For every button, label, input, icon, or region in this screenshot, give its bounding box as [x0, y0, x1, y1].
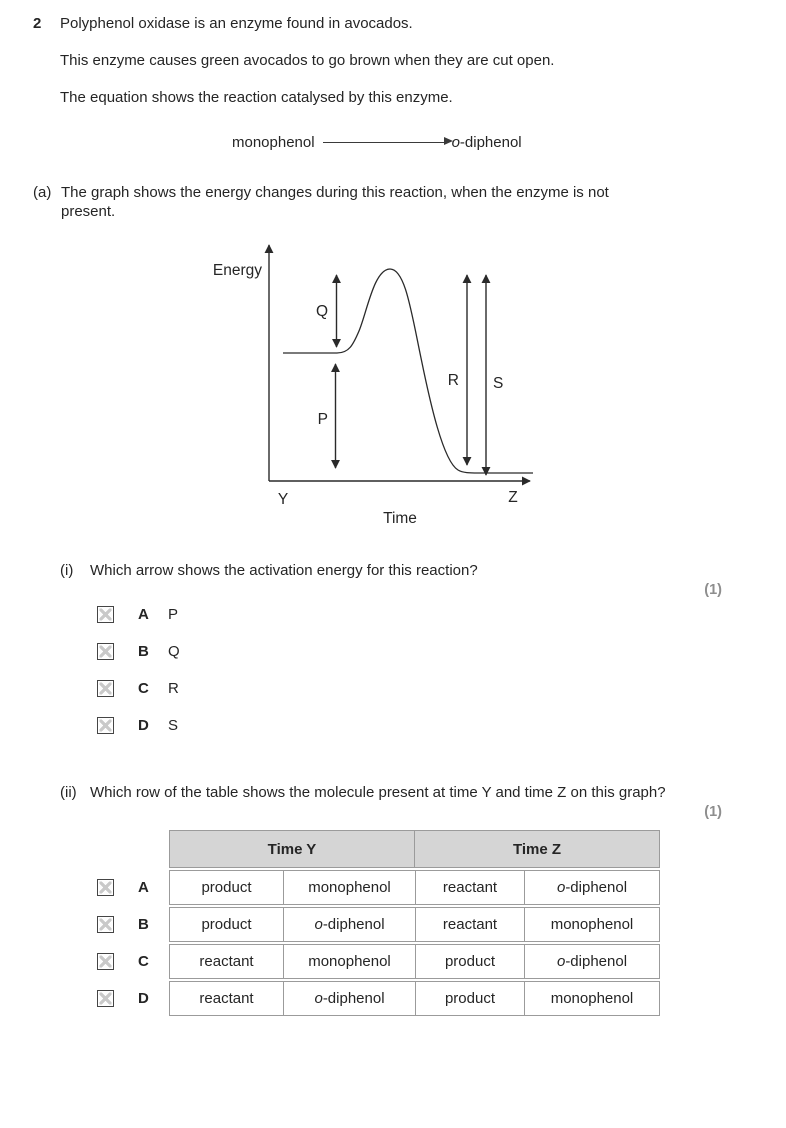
table-cell: product	[201, 879, 252, 896]
stem-line-2: This enzyme causes green avocados to go brown when they are cut open.	[60, 52, 555, 69]
table-cell: o -diphenol	[524, 945, 659, 978]
equation-reactant: monophenol	[232, 134, 315, 151]
row-letter: C	[138, 953, 149, 970]
table-header-row	[169, 830, 660, 868]
part-a-text: The graph shows the energy changes during this reaction, when the enzyme is not present.	[61, 184, 609, 220]
answer-checkbox-a[interactable]	[97, 606, 114, 623]
reaction-arrow-icon	[323, 142, 444, 143]
table-cell: reactant	[415, 871, 524, 904]
part-ii-question-row	[60, 783, 753, 802]
row-letter: D	[138, 990, 149, 1007]
answer-checkbox-row-c[interactable]	[97, 953, 114, 970]
table-cell: o -diphenol	[283, 908, 415, 941]
answer-checkbox-c[interactable]	[97, 680, 114, 697]
table-cell: monophenol	[524, 908, 659, 941]
part-ii-marks: (1)	[704, 804, 722, 820]
part-i-options	[97, 604, 753, 735]
question-stem-row	[33, 14, 753, 33]
arrow-q-label: Q	[315, 303, 328, 320]
time-z-label: Z	[508, 489, 518, 506]
part-ii-question: Which row of the table shows the molecule present at time Y and time Z on this graph?	[90, 784, 666, 801]
part-i-marks: (1)	[704, 582, 722, 598]
answer-checkbox-row-b[interactable]	[97, 916, 114, 933]
energy-axis-label: Energy	[212, 262, 262, 279]
table-row	[97, 870, 697, 905]
stem-line-1: Polyphenol oxidase is an enzyme found in avocados.	[60, 15, 413, 32]
part-ii-answer-table	[97, 830, 697, 1016]
option-value: R	[168, 679, 179, 697]
table-cell: product	[201, 916, 252, 933]
question-number: 2	[33, 15, 42, 32]
part-i-question-row	[60, 561, 753, 580]
table-cell: reactant	[199, 990, 254, 1007]
equation-product: o-diphenol	[451, 134, 522, 151]
arrow-r-label: R	[447, 372, 459, 389]
answer-checkbox-b[interactable]	[97, 643, 114, 660]
option-a	[97, 604, 753, 624]
part-a-label: (a)	[33, 184, 52, 201]
option-c	[97, 678, 753, 698]
option-letter: A	[138, 605, 149, 623]
table-row	[97, 907, 697, 942]
table-cell: monophenol	[524, 982, 659, 1015]
stem-line-3: The equation shows the reaction catalysed by this enzyme.	[60, 89, 453, 106]
option-letter: D	[138, 716, 149, 734]
option-letter: C	[138, 679, 149, 697]
option-b	[97, 641, 753, 661]
energy-time-graph	[200, 236, 560, 531]
time-y-label: Y	[277, 491, 289, 508]
arrow-p-label: P	[317, 411, 328, 428]
part-i-label: (i)	[60, 562, 74, 579]
option-letter: B	[138, 642, 149, 660]
part-ii-label: (ii)	[60, 784, 77, 801]
table-cell: o -diphenol	[524, 871, 659, 904]
table-header-time-y: Time Y	[169, 830, 415, 868]
answer-checkbox-row-d[interactable]	[97, 990, 114, 1007]
table-row	[97, 981, 697, 1016]
table-cell: product	[415, 982, 524, 1015]
table-cell: reactant	[415, 908, 524, 941]
arrow-s-label: S	[493, 375, 504, 392]
reaction-equation	[232, 133, 753, 152]
table-cell: monophenol	[283, 945, 415, 978]
table-cell: o -diphenol	[283, 982, 415, 1015]
option-value: S	[168, 716, 179, 734]
answer-checkbox-row-a[interactable]	[97, 879, 114, 896]
part-i-question: Which arrow shows the activation energy for this reaction?	[90, 562, 478, 579]
table-cell: product	[415, 945, 524, 978]
reaction-curve	[283, 269, 533, 473]
row-letter: B	[138, 916, 149, 933]
option-value: Q	[168, 642, 180, 660]
option-value: P	[168, 605, 179, 623]
answer-checkbox-d[interactable]	[97, 717, 114, 734]
part-a	[33, 183, 753, 221]
table-header-time-z: Time Z	[415, 830, 660, 868]
row-letter: A	[138, 879, 149, 896]
table-cell: monophenol	[283, 871, 415, 904]
time-axis-label: Time	[383, 510, 417, 527]
option-d	[97, 715, 753, 735]
table-cell: reactant	[199, 953, 254, 970]
table-row	[97, 944, 697, 979]
